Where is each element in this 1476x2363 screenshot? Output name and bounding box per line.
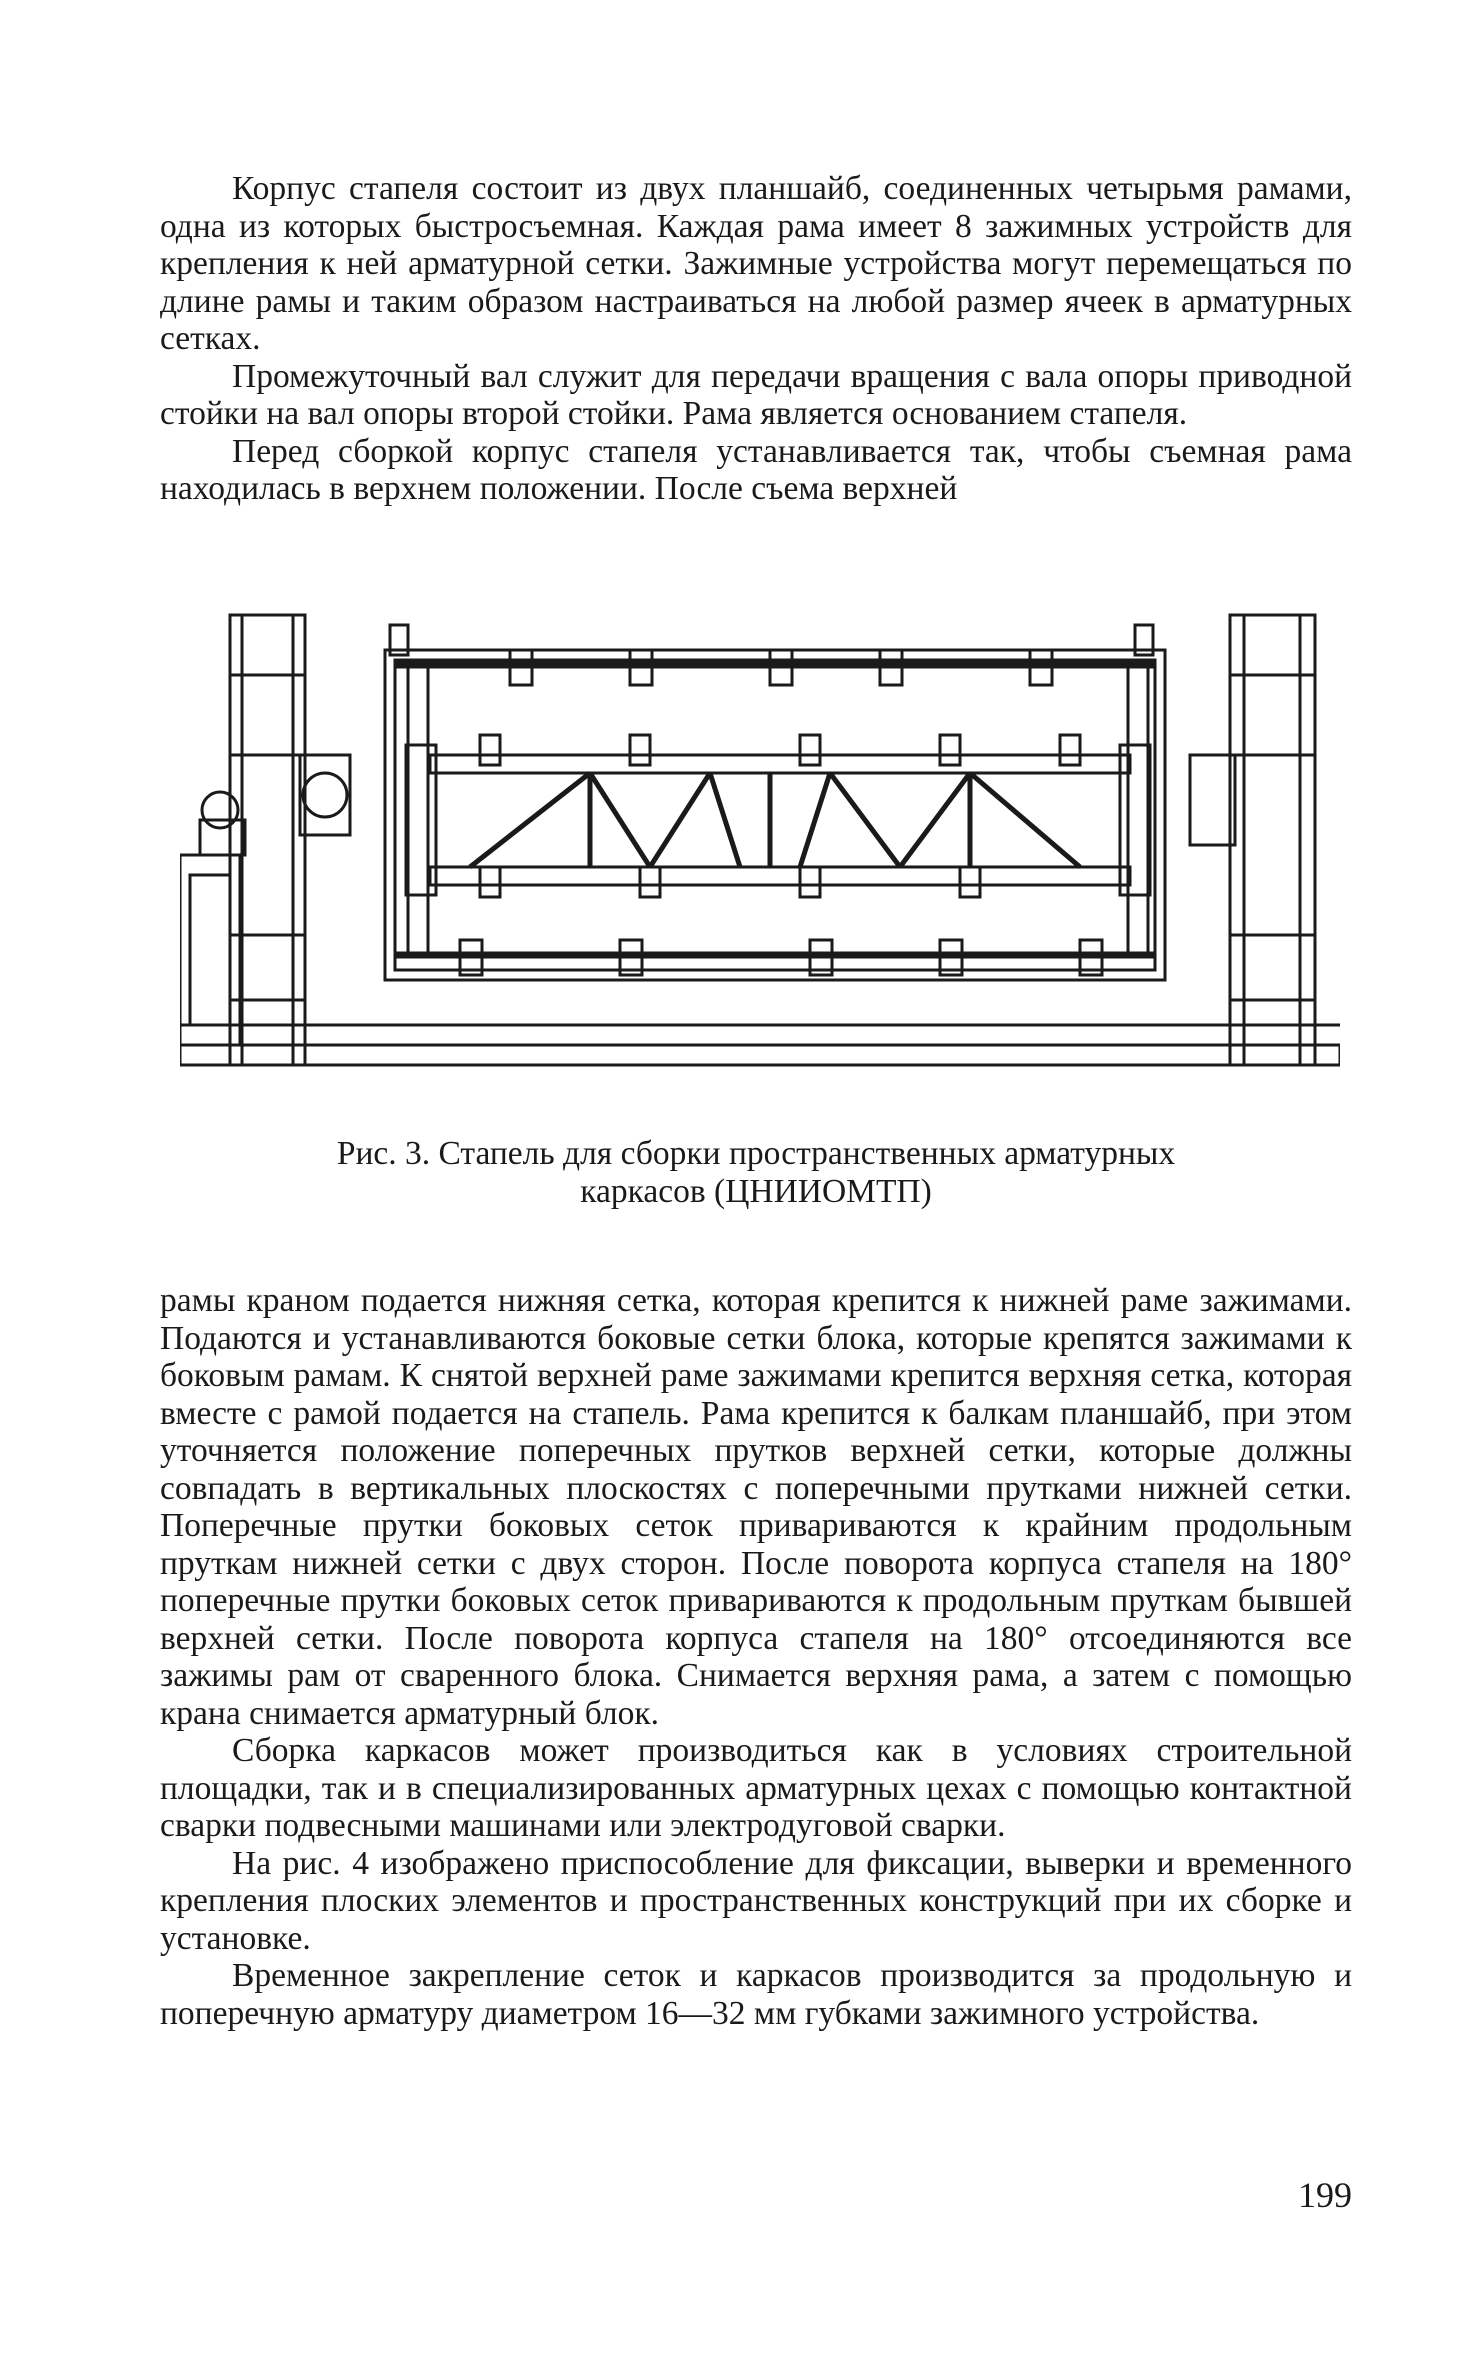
middle-beam-top	[430, 755, 1130, 773]
motor-body	[200, 820, 245, 855]
figure-caption	[160, 1135, 1352, 1211]
left-bearing	[300, 755, 350, 835]
figure-stapel-drawing	[180, 605, 1340, 1095]
paragraph: Корпус стапеля состоит из двух планшайб, соединенных четырьмя рамами, одна из которых быстросъемная. Каждая рама имеет 8 зажимных устройств для крепления к ней арматурной сетки. Зажимные устройства могут перемещаться по длине рамы и таким образом настраиваться на любой размер ячеек в арматурных сетках.	[160, 170, 1352, 357]
paragraph: Временное закрепление сеток и каркасов производится за продольную и поперечную арматуру диаметром 16—32 мм губками зажимного устройства.	[160, 1957, 1352, 2032]
outer-frame-inner	[395, 660, 1155, 970]
stapel-technical-drawing	[180, 605, 1340, 1095]
text-block-bottom	[160, 1282, 1352, 2032]
caption-line: Рис. 3. Стапель для сборки пространственных арматурных	[336, 1135, 1176, 1172]
right-bearing	[1190, 755, 1235, 845]
frame-column-left	[408, 665, 428, 955]
clamp-group-top	[390, 625, 1153, 685]
page-number: 199	[1298, 2175, 1352, 2215]
motor-icon	[202, 792, 238, 828]
base-rail	[180, 1045, 1340, 1065]
middle-beam-bottom	[430, 867, 1130, 885]
outer-frame	[385, 650, 1165, 980]
paragraph: Перед сборкой корпус стапеля устанавливается так, чтобы съемная рама находилась в верхнем положении. После съема верхней	[160, 432, 1352, 507]
drive-housing-inner	[190, 875, 230, 1025]
clamp-group-middle	[480, 735, 1080, 897]
frame-hub-right	[1120, 745, 1150, 895]
paragraph: На рис. 4 изображено приспособление для фиксации, выверки и временного крепления плоских элементов и пространственных конструкций при их сборке и установке.	[160, 1844, 1352, 1957]
caption-line: каркасов (ЦНИИОМТП)	[580, 1173, 932, 1210]
paragraph: Сборка каркасов может производиться как в условиях строительной площадки, так и в специализированных арматурных цехах с помощью контактной сварки подвесными машинами или электродуговой сварки.	[160, 1732, 1352, 1844]
paragraph: рамы краном подается нижняя сетка, которая крепится к нижней раме зажимами. Подаются и устанавливаются боковые сетки блока, которые крепятся зажимами к боковым рамам. К снятой верхней раме зажимами крепится верхняя сетка, которая вместе с рамой подается на стапель. Рама крепится к балкам планшайб, при этом уточняется положение поперечных прутков верхней сетки, которые должны совпадать в вертикальных плоскостях с поперечными прутками нижней сетки. Поперечные прутки боковых сеток привариваются к крайним продольным пруткам нижней сетки с двух сторон. После поворота корпуса стапеля на 180° поперечные прутки боковых сеток привариваются к продольным пруткам бывшей верхней сетки. После поворота корпуса стапеля на 180° отсоединяются все зажимы рам от сваренного блока. Снимается верхняя рама, а затем с помощью крана снимается арматурный блок.	[160, 1282, 1352, 1732]
paragraph: Промежуточный вал служит для передачи вращения с вала опоры приводной стойки на вал опоры второй стойки. Рама является основанием стапеля.	[160, 357, 1352, 432]
text-block-top	[160, 170, 1352, 508]
frame-column-right	[1128, 665, 1148, 955]
left-bearing-hub	[303, 773, 347, 817]
truss	[470, 773, 1080, 867]
